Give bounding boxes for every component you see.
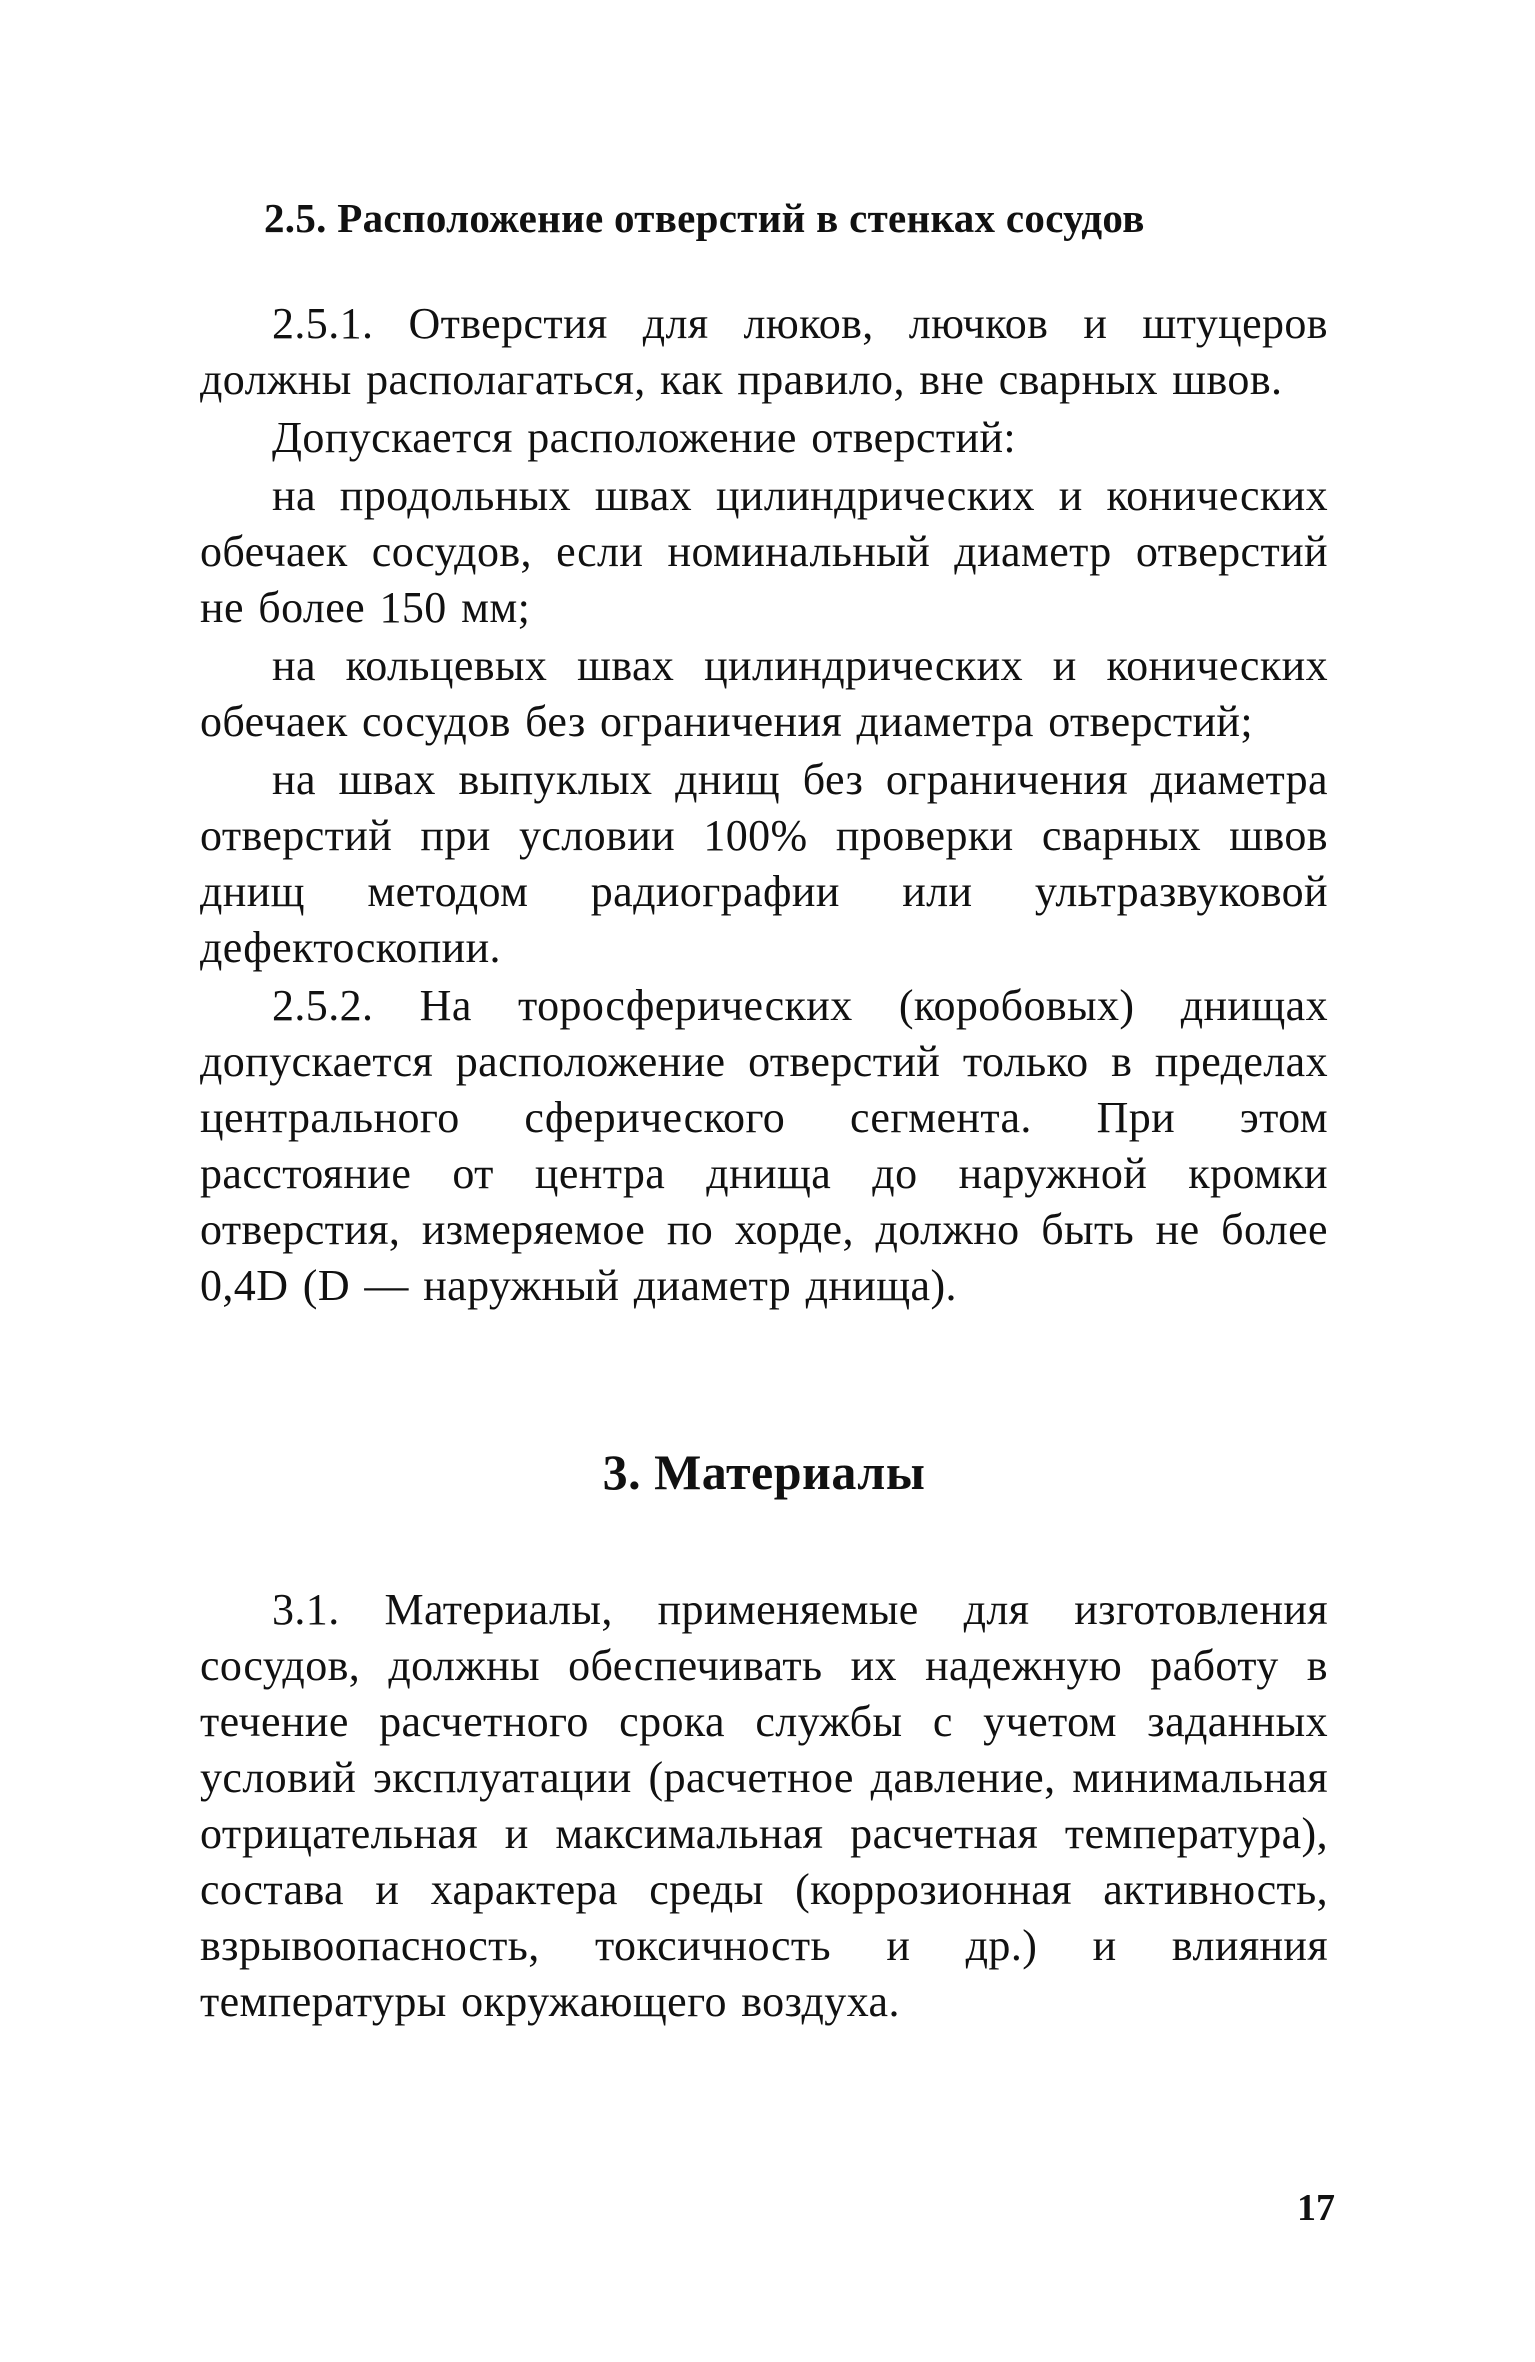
paragraph-2-5-2: 2.5.2. На торосферических (коробовых) днищах допускается расположение отверстий только в пределах центрального сферического сегмента. При этом расстояние от центра днища до наружной кромки отверстия, измеряемое по хорде, должно быть не более 0,4D (D — наружный диаметр днища). xyxy=(200,981,1328,1310)
paragraph-2-5-1: 2.5.1. Отверстия для люков, лючков и штуцеров должны располагаться, как правило, вне сварных швов. xyxy=(200,299,1328,404)
paragraph-convex-heads: на швах выпуклых днищ без ограничения диаметра отверстий при условии 100% проверки сварных швов днищ методом радиографии или ультразвуковой дефектоскопии. xyxy=(200,755,1328,972)
paragraph-allowed-intro: Допускается расположение отверстий: xyxy=(272,413,1017,462)
section-heading: 2.5. Расположение отверстий в стенках сосудов xyxy=(264,195,1145,241)
paragraph-3-1: 3.1. Материалы, применяемые для изготовления сосудов, должны обеспечивать их надежную работу в течение расчетного срока службы с учетом заданных условий эксплуатации (расчетное давление, минимальная отрицательная и максимальная расчетная температура), состава и характера среды (коррозионная активность, взрывоопасность, токсичность и др.) и влияния температуры окружающего воздуха. xyxy=(200,1585,1328,2026)
paragraph-longitudinal-seams: на продольных швах цилиндрических и конических обечаек сосудов, если номинальный диаметр отверстий не более 150 мм; xyxy=(200,471,1328,632)
document-page xyxy=(200,190,1328,2030)
paragraph-circumferential-seams: на кольцевых швах цилиндрических и конических обечаек сосудов без ограничения диаметра отверстий; xyxy=(200,641,1328,746)
chapter-heading: 3. Материалы xyxy=(602,1444,926,1500)
page-number: 17 xyxy=(1297,2187,1335,2229)
